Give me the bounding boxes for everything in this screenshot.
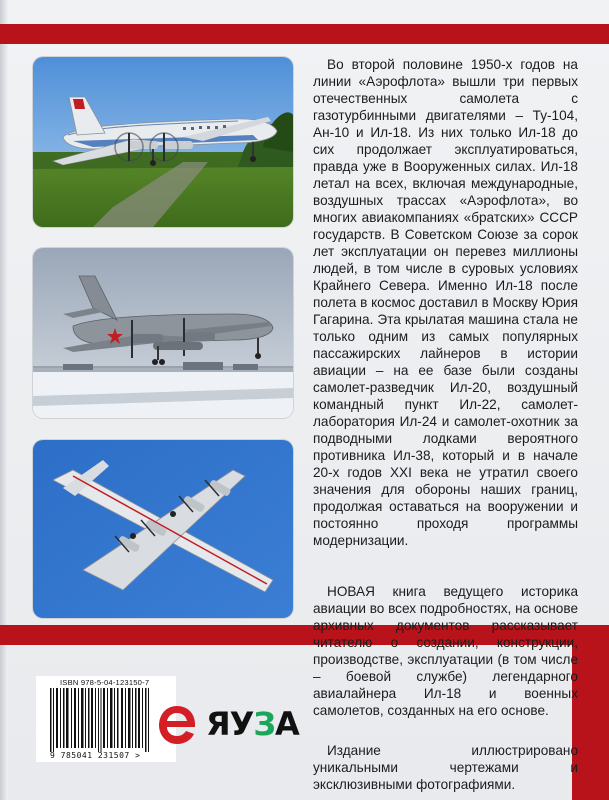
description-paragraph-3 [313, 742, 578, 793]
body-text-3: Издание иллюстрировано уникальными чертежами и эксклюзивными фотографиями. [313, 743, 578, 792]
yauza-logo-part-c: А [275, 705, 299, 743]
photo-military-il18-snow [33, 248, 293, 418]
yauza-logo-part-b: З [253, 705, 276, 743]
description-paragraph-2 [313, 583, 578, 719]
top-red-band [0, 24, 609, 44]
spine-edge [0, 0, 8, 800]
photo-museum-il18 [33, 57, 293, 227]
yauza-logo-part-a: ЯУ [206, 705, 254, 743]
isbn-text: ISBN 978-5-04-123150-7 [60, 678, 150, 687]
body-text-1: Во второй половине 1950-х годов на линии «Аэрофлота» вышли три первых отечественных самолета с газотурбинными двигателями – Ту-104, Ан-10 и Ил-18. Из них только Ил-18 до сих продолжает эксплуатироваться, правда уже в Вооруженных силах. Ил-18 летал на всех, включая международные, воздушных трассах «Аэрофлота», во многих авиакомпаниях «братских» СССР государств. В Советском Союзе за сорок лет эксплуатации он перевез миллионы людей, в том числе в суровых условиях Крайнего Севера. Именно Ил-18 после полета в космос доставил в Москву Юрия Гагарина. Эта крылатая машина стала не только одним из самых популярных пассажирских лайнеров в истории авиации – на ее базе были созданы самолет-разведчик Ил-20, воздушный командный пункт Ил-22, самолет-лаборатория Ил-24 и самолет-охотник за подводными лодками вероятного противника Ил-38, который и в начале 20-х годов XXI века не утратил своего значения для обороны наших границ, продолжая оставаться на вооружении и постоянно проходя программы модернизации. [313, 57, 578, 548]
eksmo-e-logo-icon [155, 702, 199, 748]
photo-il18-in-flight [33, 440, 293, 618]
body-text-2: НОВАЯ книга ведущего историка авиации во всех подробностях, на основе архивных документов рассказывает читателю о создании, конструкции, производстве, эксплуатации (в том числе – боевой службе) легендарного авиалайнера Ил-18 и военных самолетов, созданных на его основе. [313, 584, 578, 718]
barcode-digits: 9 785041 231507 > [50, 751, 141, 760]
yauza-publisher-logo [206, 704, 299, 744]
description-paragraph-1 [313, 56, 578, 549]
